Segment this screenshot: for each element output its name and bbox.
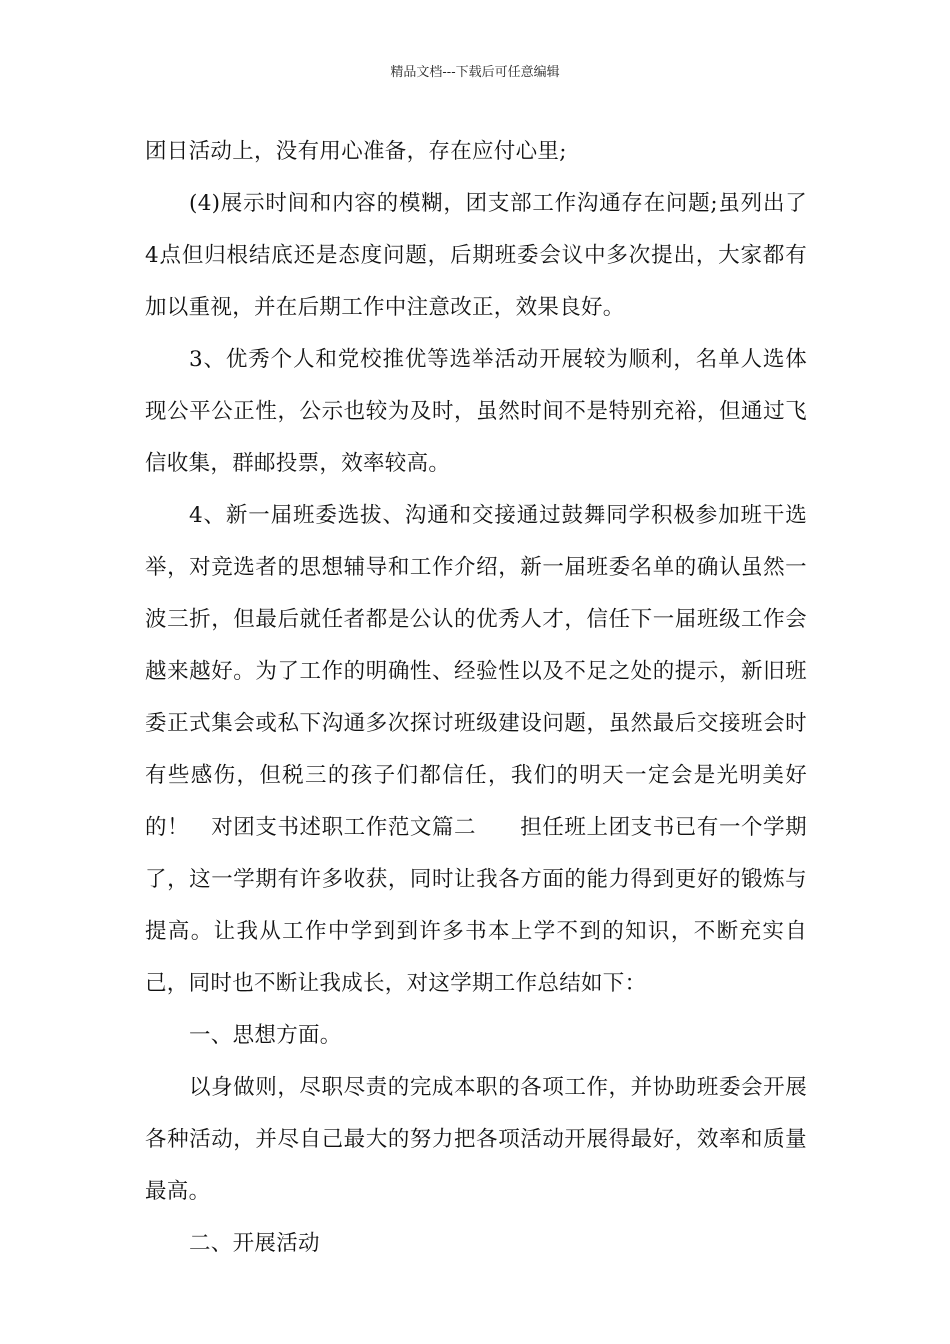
paragraph-section-4: 4、新一届班委选拔、沟通和交接通过鼓舞同学积极参加班干选举，对竞选者的思想辅导和工作介绍，新一届班委名单的确认虽然一波三折，但最后就任者都是公认的优秀人才，信任下一届班级工作会越来越好。为了工作的明确性、经验性以及不足之处的提示，新旧班委正式集会或私下沟通多次探讨班级建设问题，虽然最后交接班会时有些感伤，但税三的孩子们都信任，我们的明天一定会是光明美好的！ 对团支书述职工作范文篇二 担任班上团支书已有一个学期了，这一学期有许多收获，同时让我各方面的能力得到更好的锻炼与提高。让我从工作中学到到许多书本上学不到的知识，不断充实自己，同时也不断让我成长，对这学期工作总结如下： <box>145 503 807 996</box>
heading-thought-aspect: 一、思想方面。 <box>189 1023 342 1048</box>
heading-activities: 二、开展活动 <box>189 1231 320 1256</box>
paragraph-section-3: 3、优秀个人和党校推优等选举活动开展较为顺利，名单人选体现公平公正性，公示也较为及时，虽然时间不是特别充裕，但通过飞信收集，群邮投票，效率较高。 <box>145 347 807 476</box>
paragraph-thought-content: 以身做则，尽职尽责的完成本职的各项工作，并协助班委会开展各种活动，并尽自己最大的努力把各项活动开展得最好，效率和质量最高。 <box>145 1075 807 1204</box>
paragraph-continuation: 团日活动上，没有用心准备，存在应付心里; <box>145 139 567 164</box>
document-body <box>145 126 807 1270</box>
page-header: 精品文档---下载后可任意编辑 <box>390 65 560 80</box>
paragraph-item-4: (4)展示时间和内容的模糊，团支部工作沟通存在问题;虽列出了4点但归根结底还是态度问题，后期班委会议中多次提出，大家都有加以重视，并在后期工作中注意改正，效果良好。 <box>145 191 807 320</box>
